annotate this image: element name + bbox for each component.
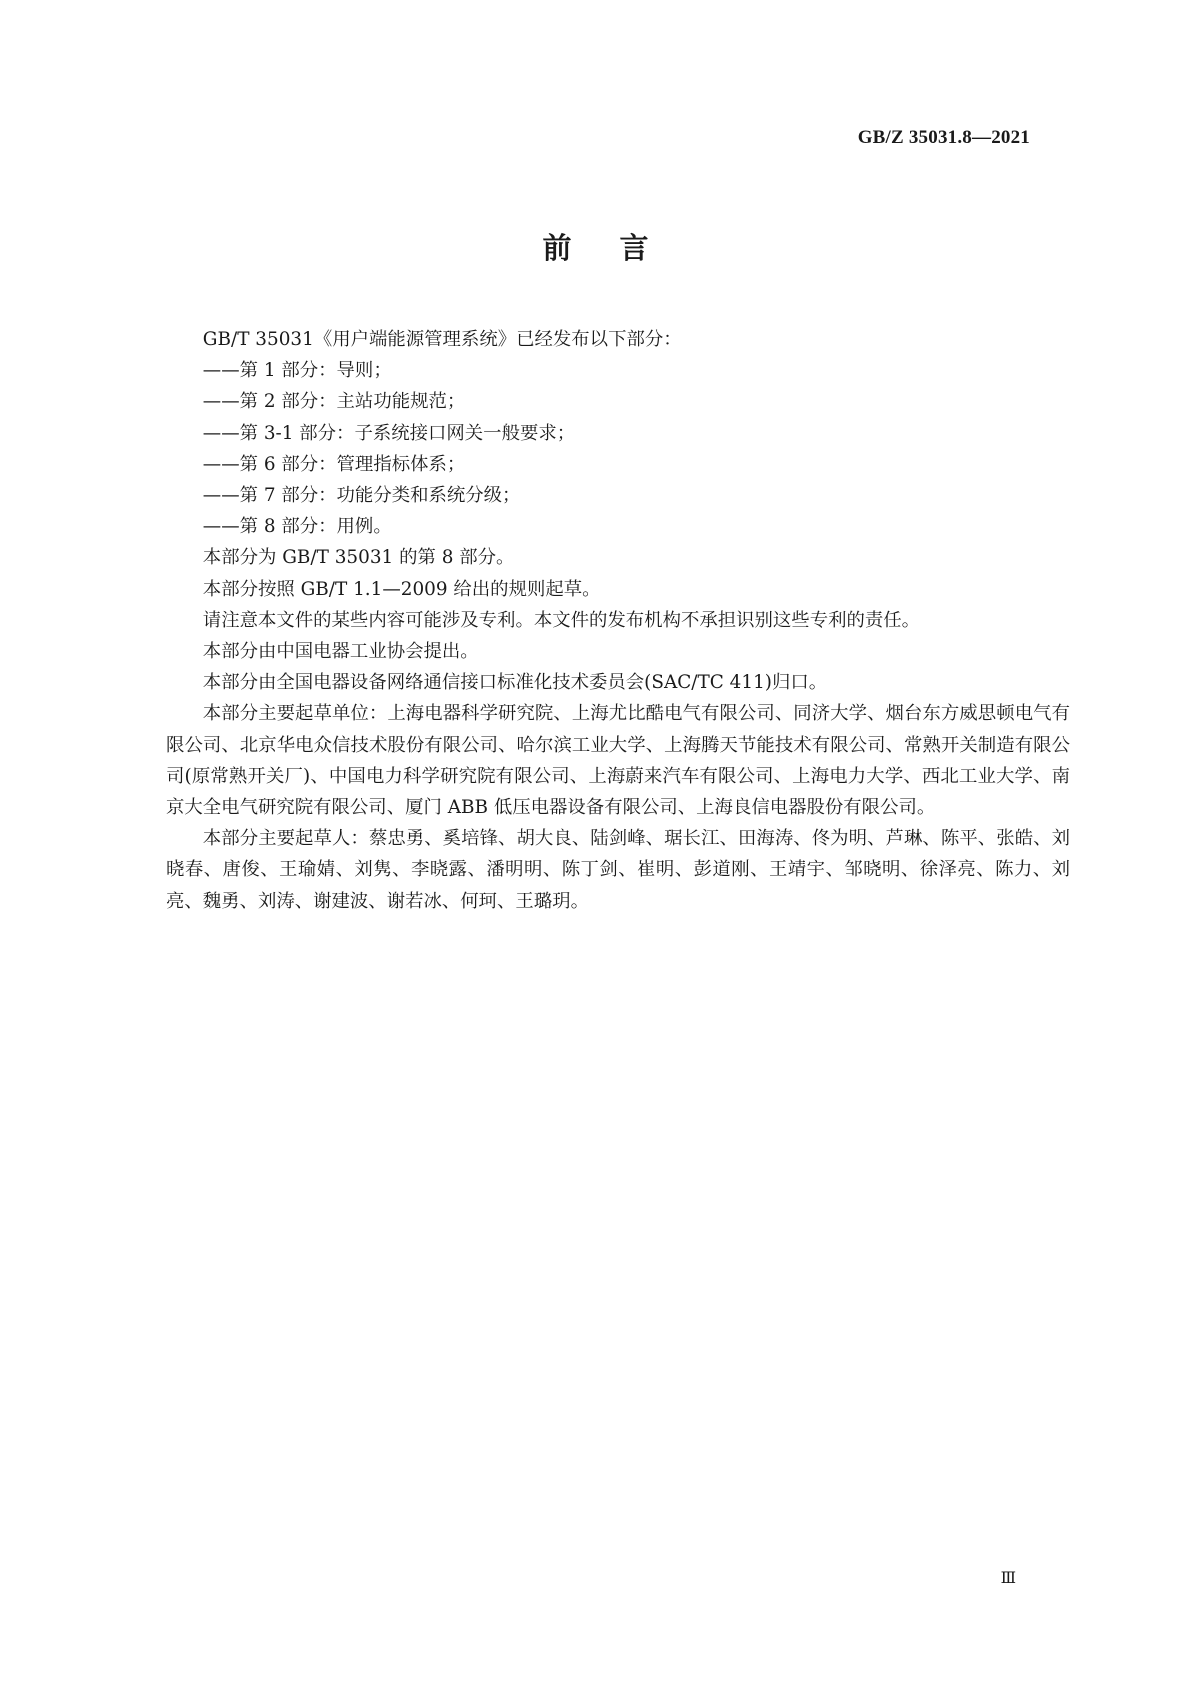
committee-statement: 本部分由全国电器设备网络通信接口标准化技术委员会(SAC/TC 411)归口。 [202, 672, 828, 694]
part-list-item: ——第 8 部分：用例。 [202, 516, 392, 538]
document-body [166, 324, 1070, 917]
part-list-item: ——第 6 部分：管理指标体系； [202, 453, 466, 475]
proposer-statement: 本部分由中国电器工业协会提出。 [202, 641, 479, 663]
drafting-organizations: 本部分主要起草单位：上海电器科学研究院、上海尤比酷电气有限公司、同济大学、烟台东方威思顿电气有限公司、北京华电众信技术股份有限公司、哈尔滨工业大学、上海腾天节能技术有限公司、常熟开关制造有限公司(原常熟开关厂)、中国电力科学研究院有限公司、上海蔚来汽车有限公司、上海电力大学、西北工业大学、南京大全电气研究院有限公司、厦门 ABB 低压电器设备有限公司、上海良信电器股份有限公司。 [166, 703, 1070, 819]
standard-code: GB/Z 35031.8—2021 [857, 127, 1030, 148]
drafting-persons: 本部分主要起草人：蔡忠勇、奚培锋、胡大良、陆剑峰、琚长江、田海涛、佟为明、芦琳、陈平、张皓、刘晓春、唐俊、王瑜婧、刘隽、李晓露、潘明明、陈丁剑、崔明、彭道刚、王靖宇、邹晓明、徐泽亮、陈力、刘亮、魏勇、刘涛、谢建波、谢若冰、何珂、王璐玥。 [166, 828, 1070, 912]
page-title: 前言 [542, 231, 697, 265]
part-statement: 本部分为 GB/T 35031 的第 8 部分。 [202, 547, 515, 569]
part-list-item: ——第 7 部分：功能分类和系统分级； [202, 485, 521, 507]
intro-paragraph: GB/T 35031《用户端能源管理系统》已经发布以下部分： [202, 329, 682, 350]
page-number: Ⅲ [1000, 1570, 1016, 1587]
part-list-item: ——第 3-1 部分：子系统接口网关一般要求； [202, 422, 576, 444]
drafting-rules-statement: 本部分按照 GB/T 1.1—2009 给出的规则起草。 [202, 578, 601, 600]
patent-notice: 请注意本文件的某些内容可能涉及专利。本文件的发布机构不承担识别这些专利的责任。 [202, 609, 921, 631]
part-list-item: ——第 1 部分：导则； [202, 360, 392, 382]
part-list-item: ——第 2 部分：主站功能规范； [202, 391, 466, 413]
